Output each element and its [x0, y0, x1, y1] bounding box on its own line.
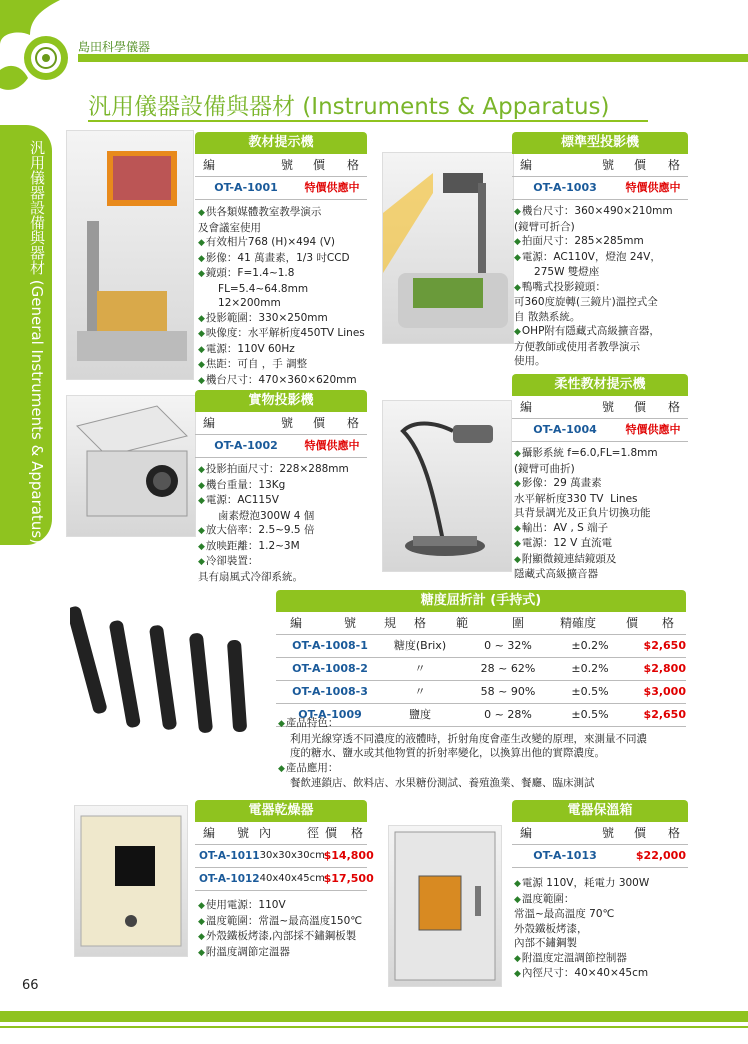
- product-1003: [512, 132, 688, 200]
- side-tab-label: 汎用儀器設備與器材 (General Instruments & Apparatus): [28, 140, 46, 544]
- spec-item: ◆ 供各類媒體教室教學演示 及會議室使用: [198, 205, 365, 235]
- product-1013-name: 電器保溫箱: [512, 800, 688, 822]
- col-range-b: 圍: [512, 616, 525, 630]
- product-1008-notes: [278, 716, 647, 791]
- spec-item: ◆ 附顯微鏡連結鏡頭及 隱藏式高級擴音器: [514, 552, 658, 582]
- table-row: [195, 435, 367, 458]
- spec-item: ◆ 溫度範圍：常溫~最高溫度150℃: [198, 914, 362, 930]
- spec-item: ◆ 機台尺寸：470×360×620mm: [198, 373, 365, 389]
- table-row: [512, 177, 688, 200]
- spec-item: ◆ 電源：AC110V，燈泡 24V， 275W 雙燈座: [514, 250, 673, 280]
- product-1001: [195, 132, 367, 200]
- title-rule: [88, 120, 648, 122]
- spec-item: ◆ 機台重量：13Kg: [198, 478, 349, 494]
- spec-item: ◆ 有效相片768 (H)×494 (V): [198, 235, 365, 251]
- page-title: 汎用儀器設備與器材 (Instruments & Apparatus): [88, 94, 610, 120]
- col-price-b: 格: [668, 826, 681, 840]
- col-code-a: 編: [520, 826, 533, 840]
- product-code: OT-A-1011: [199, 850, 260, 862]
- product-spec: 〃: [414, 662, 426, 675]
- table-row: [276, 635, 686, 658]
- col-code-b: 號: [281, 416, 294, 430]
- col-price-a: 價: [325, 826, 338, 840]
- spec-item: ◆ 電源 110V，耗電力 300W: [514, 876, 649, 892]
- product-spec: 鹽度: [409, 708, 431, 721]
- product-code: OT-A-1003: [533, 181, 597, 194]
- col-code-a: 編: [203, 416, 216, 430]
- spec-item: ◆ 拍面尺寸：285×285mm: [514, 234, 673, 250]
- footer-band: [0, 1011, 748, 1022]
- product-size: 40x40x45cm: [259, 873, 325, 884]
- product-image-flexible-visualizer: [382, 400, 512, 572]
- col-price-b: 格: [347, 416, 360, 430]
- product-price: $2,650: [643, 708, 686, 721]
- product-1001-name: 教材提示機: [195, 132, 367, 154]
- spec-item: ◆ 影像：41 萬畫素，1/3 吋CCD: [198, 251, 365, 267]
- product-price: $3,000: [643, 685, 686, 698]
- header-rule: [78, 54, 748, 62]
- spec-item: ◆ 使用電源：110V: [198, 898, 362, 914]
- spec-item: ◆ 機台尺寸：360×490×210mm (鏡臂可折合): [514, 204, 673, 234]
- col-code-a: 編: [203, 826, 216, 840]
- product-1008-header-row: [276, 612, 686, 635]
- product-spec: 〃: [414, 685, 426, 698]
- product-price: 特價供應中: [304, 439, 360, 452]
- col-price-a: 價: [634, 400, 647, 414]
- col-price-b: 格: [351, 826, 364, 840]
- col-size-a: 內: [259, 826, 272, 840]
- col-range-a: 範: [456, 616, 469, 630]
- col-code-b: 號: [344, 616, 357, 630]
- product-accuracy: ±0.5%: [571, 708, 609, 721]
- footer-rule: [0, 1026, 748, 1028]
- product-image-overhead-projector: [382, 152, 514, 344]
- col-price-a: 價: [313, 158, 326, 172]
- product-1013-header-row: [512, 822, 688, 845]
- product-code: OT-A-1009: [298, 708, 362, 721]
- spec-item: ◆ 攝影系統 f=6.0,FL=1.8mm (鏡臂可曲折): [514, 446, 658, 476]
- table-row: [276, 681, 686, 704]
- spec-item: ◆ 溫度範圍： 常溫~最高溫度 70℃ 外殼鐵板烤漆， 內部不鏽鋼製: [514, 892, 649, 951]
- col-code-a: 編: [520, 158, 533, 172]
- product-1013: [512, 800, 688, 868]
- product-range: 58 ~ 90%: [480, 685, 536, 698]
- product-1002-header-row: [195, 412, 367, 435]
- product-image-refractometers: [70, 605, 270, 735]
- product-accuracy: ±0.2%: [571, 639, 609, 652]
- product-code: OT-A-1008-1: [292, 639, 368, 652]
- product-1001-specs: [198, 205, 365, 388]
- spec-item: ◆ 投影範圍：330×250mm: [198, 311, 365, 327]
- product-1011-header-row: [195, 822, 367, 845]
- col-code-b: 號: [602, 826, 615, 840]
- product-code: OT-A-1012: [199, 873, 260, 885]
- product-1008: [276, 590, 686, 727]
- product-1001-header-row: [195, 154, 367, 177]
- col-price-a: 價: [626, 616, 639, 630]
- product-price: 特價供應中: [304, 181, 360, 194]
- spec-item: ◆ OHP附有隱藏式高級擴音器， 方便教師或使用者教學演示 使用。: [514, 324, 673, 369]
- product-code: OT-A-1004: [533, 423, 597, 436]
- col-code-b: 號: [602, 158, 615, 172]
- table-row: [195, 868, 374, 891]
- product-size: 30x30x30cm: [259, 850, 325, 861]
- feature-label: ◆ 產品特色：: [278, 716, 647, 732]
- spec-item: ◆ 附溫度調節定溫器: [198, 945, 362, 961]
- col-code-a: 編: [520, 400, 533, 414]
- product-image-opaque-projector: [66, 395, 196, 537]
- product-code: OT-A-1001: [214, 181, 278, 194]
- usage-label: ◆ 產品應用：: [278, 761, 647, 777]
- product-1002-specs: [198, 462, 349, 584]
- product-price: $14,800: [323, 849, 374, 862]
- product-code: OT-A-1013: [533, 849, 597, 862]
- spec-item: ◆ 鏡頭：F=1.4~1.8 FL=5.4~64.8mm 12×200mm: [198, 266, 365, 311]
- product-1003-header-row: [512, 154, 688, 177]
- col-price-b: 格: [668, 400, 681, 414]
- col-price-a: 價: [313, 416, 326, 430]
- table-row: [195, 177, 367, 200]
- col-price-b: 格: [668, 158, 681, 172]
- product-range: 0 ~ 28%: [484, 708, 532, 721]
- spec-item: ◆ 鴨嘴式投影鏡頭： 可360度旋轉(三鏡片)溫控式全 自 散熱系統。: [514, 280, 673, 325]
- product-1002: [195, 390, 367, 458]
- spec-item: ◆ 內徑尺寸：40×40×45cm: [514, 966, 649, 982]
- product-1011-specs: [198, 898, 362, 960]
- col-size-b: 徑: [307, 826, 320, 840]
- spec-item: ◆ 電源：12 V 直流電: [514, 536, 658, 552]
- col-spec-b: 格: [414, 616, 427, 630]
- product-1002-name: 實物投影機: [195, 390, 367, 412]
- spec-item: ◆ 電源：AC115V 鹵素燈泡300W 4 個: [198, 493, 349, 523]
- spec-item: ◆ 影像：29 萬畫素 水平解析度330 TV Lines 具背景調光及正負片切換功能: [514, 476, 658, 521]
- spec-item: ◆ 冷卻裝置： 具有扇風式冷卻系統。: [198, 554, 349, 584]
- product-accuracy: ±0.2%: [571, 662, 609, 675]
- product-1004: [512, 374, 688, 442]
- col-spec-a: 規: [384, 616, 397, 630]
- spec-item: ◆ 焦距：可自 ，手 調整: [198, 357, 365, 373]
- col-price-b: 格: [662, 616, 675, 630]
- product-price: $17,500: [323, 872, 374, 885]
- col-code-a: 編: [290, 616, 303, 630]
- product-spec: 糖度(Brix): [393, 639, 447, 652]
- product-price: $2,800: [643, 662, 686, 675]
- product-1011: [195, 800, 374, 891]
- spec-item: ◆ 投影拍面尺寸：228×288mm: [198, 462, 349, 478]
- table-row: [512, 419, 688, 442]
- col-price-a: 價: [634, 826, 647, 840]
- spec-item: ◆ 映像度：水平解析度450TV Lines: [198, 326, 365, 342]
- usage-text: 餐飲連鎖店、飲料店、水果糖份測試、養殖漁業、餐廳、臨床測試: [290, 777, 595, 789]
- product-1004-name: 柔性教材提示機: [512, 374, 688, 396]
- col-code-a: 編: [203, 158, 216, 172]
- feature-text: 利用光線穿透不同濃度的液體時，折射角度會產生改變的原理，來測量不同濃 度的糖水、鹽水或其他物質的折射率變化，以換算出他的實際濃度。: [290, 732, 647, 759]
- product-1003-specs: [514, 204, 673, 369]
- col-price-a: 價: [634, 158, 647, 172]
- col-code-b: 號: [281, 158, 294, 172]
- product-price: 特價供應中: [625, 181, 681, 194]
- product-image-drying-oven: [74, 805, 188, 957]
- product-image-document-camera: [66, 130, 194, 380]
- product-1011-name: 電器乾燥器: [195, 800, 367, 822]
- product-1004-specs: [514, 446, 658, 582]
- spec-item: ◆ 放映距離：1.2~3M: [198, 539, 349, 555]
- spec-item: ◆ 附溫度定溫調節控制器: [514, 951, 649, 967]
- product-image-incubator: [388, 825, 502, 987]
- product-range: 0 ~ 32%: [484, 639, 532, 652]
- product-1003-name: 標準型投影機: [512, 132, 688, 154]
- page-number: 66: [22, 978, 39, 993]
- product-code: OT-A-1002: [214, 439, 278, 452]
- spec-item: ◆ 電源：110V 60Hz: [198, 342, 365, 358]
- product-price: 特價供應中: [625, 423, 681, 436]
- product-price: $22,000: [635, 849, 686, 862]
- spec-item: ◆ 外殼鐵板烤漆,內部採不鏽鋼板製: [198, 929, 362, 945]
- product-1013-specs: [514, 876, 649, 982]
- product-code: OT-A-1008-3: [292, 685, 368, 698]
- spec-item: ◆ 放大倍率：2.5~9.5 倍: [198, 523, 349, 539]
- col-code-b: 號: [237, 826, 250, 840]
- product-1008-name: 糖度屈折計 (手持式): [276, 590, 686, 612]
- col-code-b: 號: [602, 400, 615, 414]
- product-accuracy: ±0.5%: [571, 685, 609, 698]
- product-code: OT-A-1008-2: [292, 662, 368, 675]
- product-1004-header-row: [512, 396, 688, 419]
- col-price-b: 格: [347, 158, 360, 172]
- product-price: $2,650: [643, 639, 686, 652]
- brand-name: 島田科學儀器: [78, 40, 151, 54]
- table-row: [276, 658, 686, 681]
- product-range: 28 ~ 62%: [480, 662, 536, 675]
- table-row: [512, 845, 688, 868]
- table-row: [195, 845, 374, 868]
- spec-item: ◆ 輸出：AV , S 端子: [514, 521, 658, 537]
- col-accuracy: 精確度: [560, 616, 597, 630]
